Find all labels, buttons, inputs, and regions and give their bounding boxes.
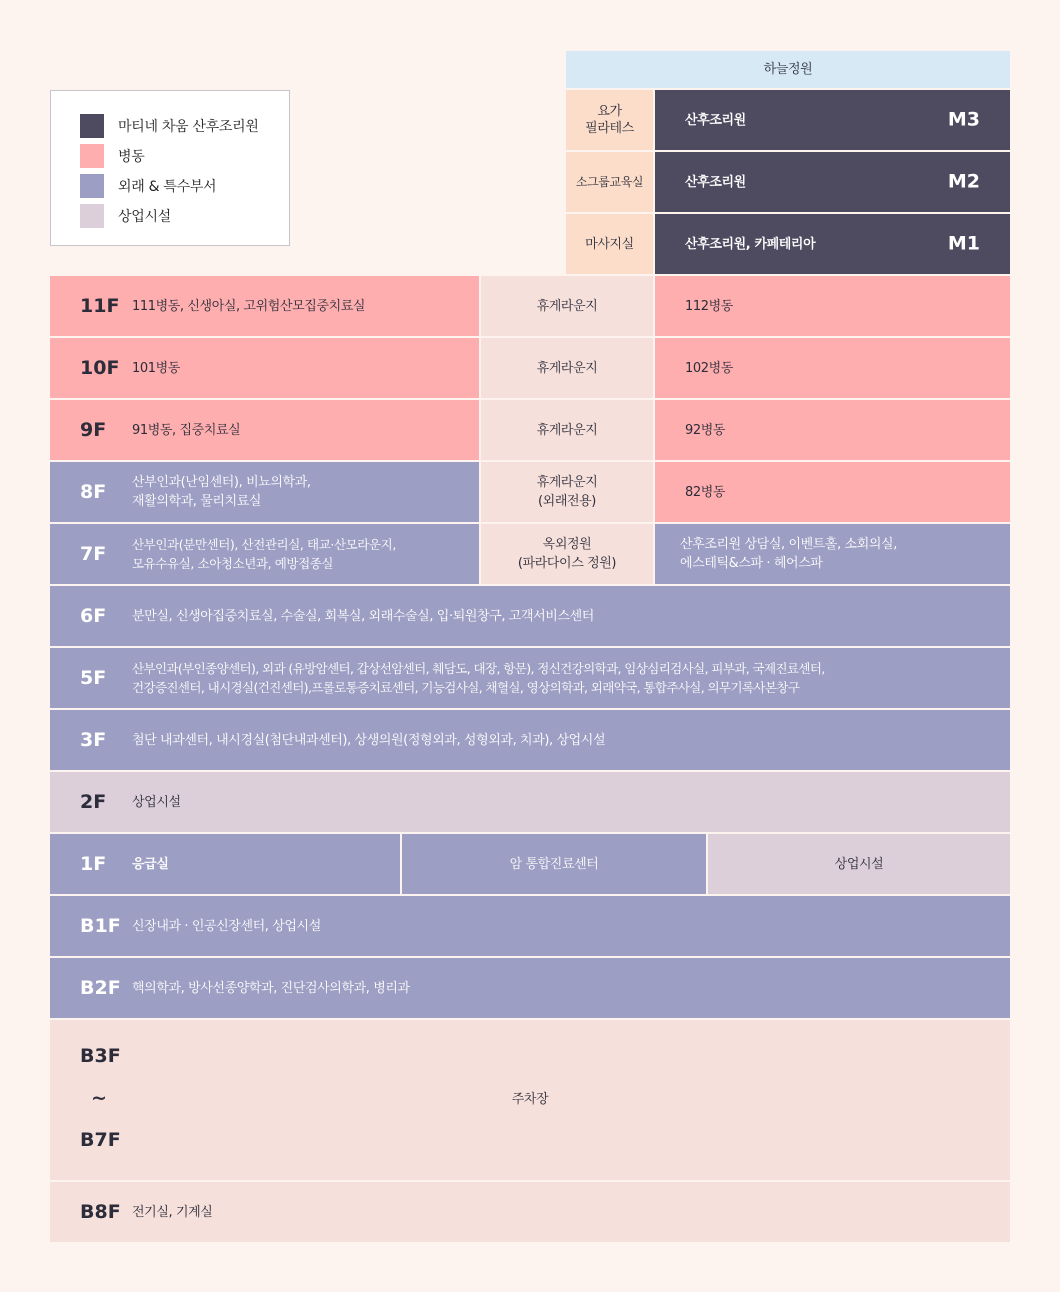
floor-7f-garden[interactable] (481, 524, 653, 584)
floor-7f-left-desc: 산부인과(분만센터), 산전관리실, 태교·산모라운지, 모유수유실, 소아청소년과, 예방접종실 (132, 537, 396, 571)
floor-9f-left-desc: 91병동, 집중치료실 (132, 422, 241, 438)
floor-2f-label: 2F (80, 790, 107, 813)
floor-b3f-b7f[interactable] (50, 1020, 1010, 1180)
floor-10f-right[interactable] (655, 338, 1010, 398)
m2-floor-code: M2 (947, 170, 980, 193)
floor-8f-left[interactable] (50, 462, 479, 522)
floor-8f-right[interactable] (655, 462, 1010, 522)
floor-6f[interactable] (50, 586, 1010, 646)
legend-label-commercial: 상업시설 (118, 209, 171, 225)
m1-postnatal[interactable] (655, 214, 1010, 274)
floor-8f-left-desc: 산부인과(난임센터), 비뇨의학과, 재활의학과, 물리치료실 (132, 475, 311, 509)
floor-9f-right-desc: 92병동 (685, 422, 726, 438)
legend-label-ward: 병동 (118, 149, 145, 165)
floor-1f-commercial[interactable] (708, 834, 1010, 894)
floor-6f-desc: 분만실, 신생아집중치료실, 수술실, 회복실, 외래수술실, 입·퇴원창구, 고객서비스센터 (132, 608, 594, 624)
floor-b1f[interactable] (50, 896, 1010, 956)
legend (50, 90, 290, 246)
floor-9f-lounge[interactable] (481, 400, 653, 460)
m3-side-room-label: 요가 필라테스 (585, 104, 634, 136)
legend-item-ward (80, 141, 289, 171)
legend-item-commercial (80, 201, 289, 231)
floor-8f-right-desc: 82병동 (685, 484, 726, 500)
floor-9f-label: 9F (80, 418, 107, 441)
floor-9f-right[interactable] (655, 400, 1010, 460)
floor-11f-lounge[interactable] (481, 276, 653, 336)
floor-2f[interactable] (50, 772, 1010, 832)
legend-swatch-ward (80, 144, 104, 168)
floor-8f-lounge[interactable] (481, 462, 653, 522)
floor-3f-label: 3F (80, 728, 107, 751)
floor-2f-desc: 상업시설 (132, 794, 181, 810)
floor-b2f-desc: 핵의학과, 방사선종양학과, 진단검사의학과, 병리과 (132, 980, 410, 996)
parking-label: 주차장 (511, 1092, 549, 1107)
floor-11f-lounge-label: 휴게라운지 (536, 298, 598, 314)
legend-label-postnatal: 마티네 차움 산후조리원 (118, 119, 259, 135)
floor-1f-cancer-center-label: 암 통합진료센터 (509, 856, 599, 872)
floor-1f-label: 1F (80, 852, 107, 875)
floor-9f-left[interactable] (50, 400, 479, 460)
floor-b8f[interactable] (50, 1182, 1010, 1242)
floor-10f-lounge[interactable] (481, 338, 653, 398)
floor-7f-label: 7F (80, 542, 107, 565)
sky-garden[interactable] (566, 51, 1010, 88)
legend-swatch-postnatal (80, 114, 104, 138)
floor-b1f-label: B1F (80, 914, 121, 937)
floor-b2f[interactable] (50, 958, 1010, 1018)
floor-10f-left-desc: 101병동 (132, 360, 180, 376)
legend-swatch-outpatient (80, 174, 104, 198)
floor-1f-left[interactable] (50, 834, 400, 894)
floor-5f[interactable] (50, 648, 1010, 708)
floor-7f-garden-label: 옥외정원 (파라다이스 정원) (517, 537, 617, 571)
floor-b8f-desc: 전기실, 기계실 (132, 1204, 213, 1220)
floor-7f-left[interactable] (50, 524, 479, 584)
m3-postnatal-label: 산후조리원 (685, 112, 746, 128)
floor-10f-lounge-label: 휴게라운지 (536, 360, 598, 376)
m2-postnatal-label: 산후조리원 (685, 174, 746, 190)
floor-b7f-label: B7F (80, 1129, 121, 1151)
m3-floor-code: M3 (947, 108, 980, 131)
floor-10f-label: 10F (80, 356, 120, 379)
floor-1f-cancer-center[interactable] (402, 834, 706, 894)
floor-7f-right[interactable] (655, 524, 1010, 584)
floor-8f-label: 8F (80, 480, 107, 503)
floor-b8f-label: B8F (80, 1200, 121, 1223)
floor-10f-right-desc: 102병동 (685, 360, 733, 376)
legend-item-postnatal (80, 111, 289, 141)
floor-11f-label: 11F (80, 294, 120, 317)
m2-postnatal[interactable] (655, 152, 1010, 212)
floor-b2f-label: B2F (80, 976, 121, 999)
floor-11f-right-desc: 112병동 (685, 298, 733, 314)
m2-side-room-label: 소그룹교육실 (575, 174, 644, 189)
m3-postnatal[interactable] (655, 90, 1010, 150)
floor-8f-lounge-label: 휴게라운지 (외래전용) (536, 475, 598, 509)
m1-floor-code: M1 (947, 232, 980, 255)
m2-side-room[interactable] (566, 152, 653, 212)
floor-5f-desc: 산부인과(부인종양센터), 외과 (유방암센터, 갑상선암센터, 췌담도, 대장, 항문), 정신건강의학과, 임상심리검사실, 피부과, 국제진료센터, 건강증진센터, 내시경실(건진센터),프롤로통증치료센터, 기능검사실, 채혈실, 영상의학과, 외래약국, 통합주사실, 의무기록사본창구 (132, 661, 825, 695)
floor-1f-commercial-label: 상업시설 (834, 856, 884, 872)
floor-7f-right-desc: 산후조리원 상담실, 이벤트홀, 소회의실, 에스테틱&스파 · 헤어스파 (680, 537, 897, 571)
floor-5f-label: 5F (80, 666, 107, 689)
floor-9f-lounge-label: 휴게라운지 (536, 422, 598, 438)
floor-range-tilde: ~ (91, 1087, 107, 1109)
m1-postnatal-label: 산후조리원, 카페테리아 (685, 236, 816, 252)
sky-garden-label: 하늘정원 (763, 62, 813, 77)
floor-6f-label: 6F (80, 604, 107, 627)
floor-3f[interactable] (50, 710, 1010, 770)
floor-3f-desc: 첨단 내과센터, 내시경실(첨단내과센터), 상생의원(정형외과, 성형외과, 치과), 상업시설 (132, 732, 606, 748)
m3-side-room[interactable] (566, 90, 653, 150)
m1-side-room-label: 마사지실 (585, 236, 634, 252)
m1-side-room[interactable] (566, 214, 653, 274)
floor-10f-left[interactable] (50, 338, 479, 398)
floor-b1f-desc: 신장내과 · 인공신장센터, 상업시설 (132, 918, 321, 934)
floor-b3f-label: B3F (80, 1045, 121, 1067)
legend-item-outpatient (80, 171, 289, 201)
legend-label-outpatient: 외래 & 특수부서 (118, 179, 217, 195)
floor-1f-emergency: 응급실 (132, 856, 169, 872)
floor-11f-left-desc: 111병동, 신생아실, 고위험산모집중치료실 (132, 298, 366, 314)
legend-swatch-commercial (80, 204, 104, 228)
floor-11f-left[interactable] (50, 276, 479, 336)
floor-11f-right[interactable] (655, 276, 1010, 336)
